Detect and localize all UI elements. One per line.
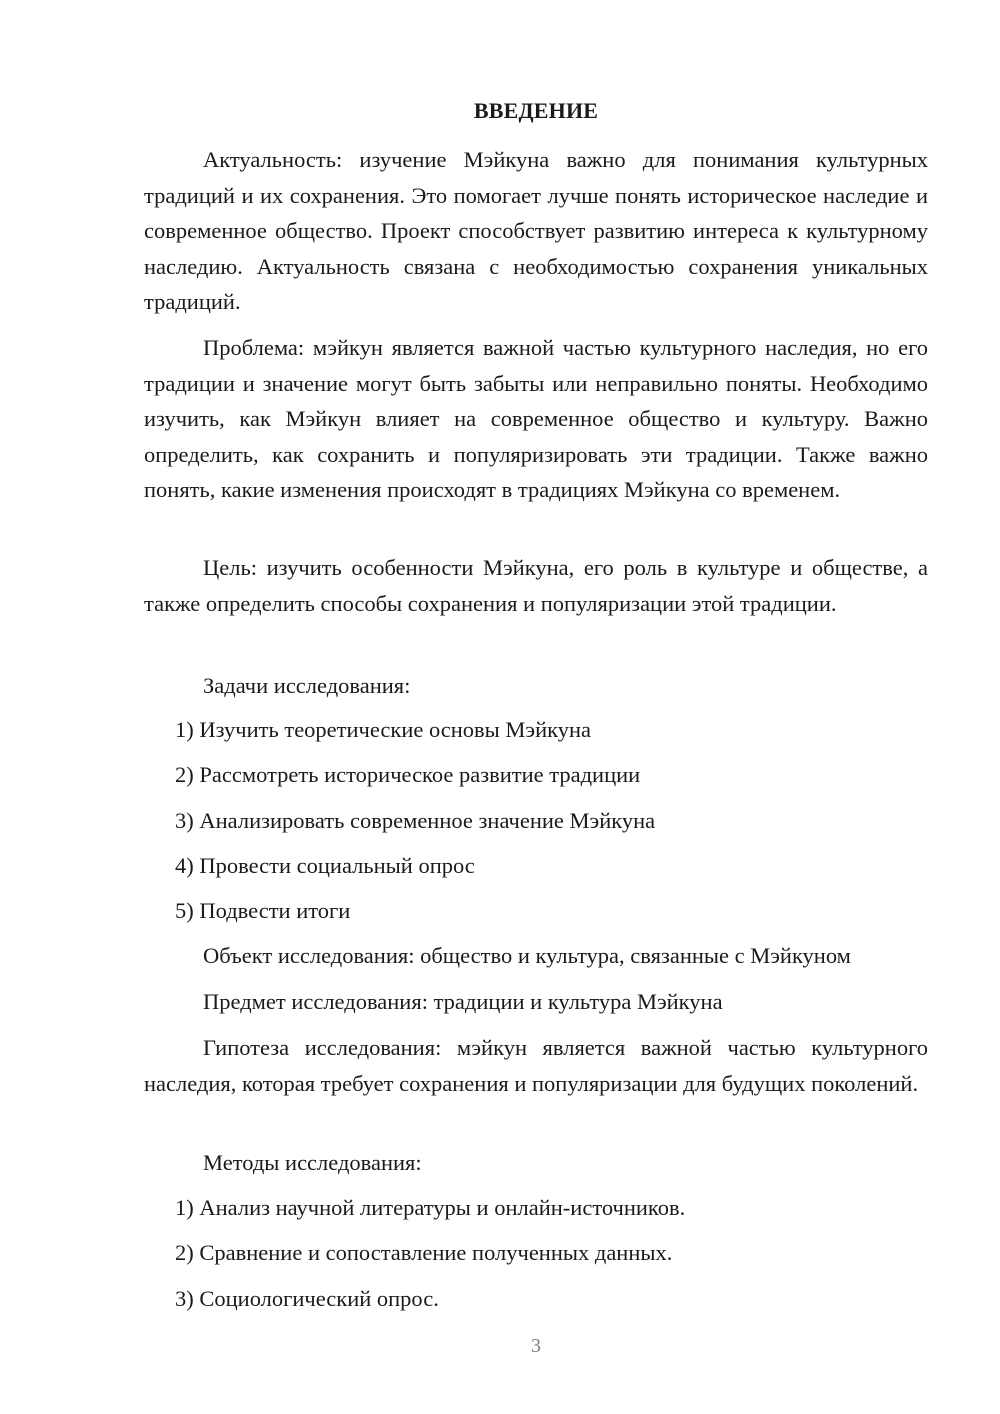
task-item: 4) Провести социальный опрос — [175, 853, 475, 878]
problem-paragraph: Проблема: мэйкун является важной частью культурного наследия, но его традиции и значение могут быть забыты или неправильно поняты. Необходимо изучить, как Мэйкун влияет на современное общество и культуру. Важно определить, как сохранить и популяризировать эти традиции. Также важно понять, какие изменения происходят в традициях Мэйкуна со временем. — [144, 335, 928, 502]
method-item: 2) Сравнение и сопоставление полученных данных. — [175, 1240, 673, 1265]
tasks-heading: Задачи исследования: — [203, 673, 411, 698]
page-title: ВВЕДЕНИЕ — [473, 98, 599, 123]
relevance-paragraph: Актуальность: изучение Мэйкуна важно для понимания культурных традиций и их сохранения. Это помогает лучше понять историческое наследие и современное общество. Проект способствует развитию интереса к культурному наследию. Актуальность связана с необходимостью сохранения уникальных традиций. — [144, 147, 928, 314]
method-item: 1) Анализ научной литературы и онлайн-источников. — [175, 1195, 686, 1220]
object-paragraph: Объект исследования: общество и культура, связанные с Мэйкуном — [203, 943, 851, 968]
method-item: 3) Социологический опрос. — [175, 1286, 439, 1311]
methods-heading: Методы исследования: — [203, 1150, 422, 1175]
page-number: 3 — [531, 1335, 541, 1357]
subject-paragraph: Предмет исследования: традиции и культура Мэйкуна — [203, 989, 723, 1014]
task-item: 2) Рассмотреть историческое развитие традиции — [175, 762, 641, 787]
hypothesis-paragraph: Гипотеза исследования: мэйкун является важной частью культурного наследия, которая требует сохранения и популяризации для будущих поколений. — [144, 1035, 928, 1096]
goal-paragraph: Цель: изучить особенности Мэйкуна, его роль в культуре и обществе, а также определить способы сохранения и популяризации этой традиции. — [144, 555, 928, 616]
task-item: 3) Анализировать современное значение Мэйкуна — [175, 808, 656, 833]
task-item: 5) Подвести итоги — [175, 898, 351, 923]
task-item: 1) Изучить теоретические основы Мэйкуна — [175, 717, 592, 742]
